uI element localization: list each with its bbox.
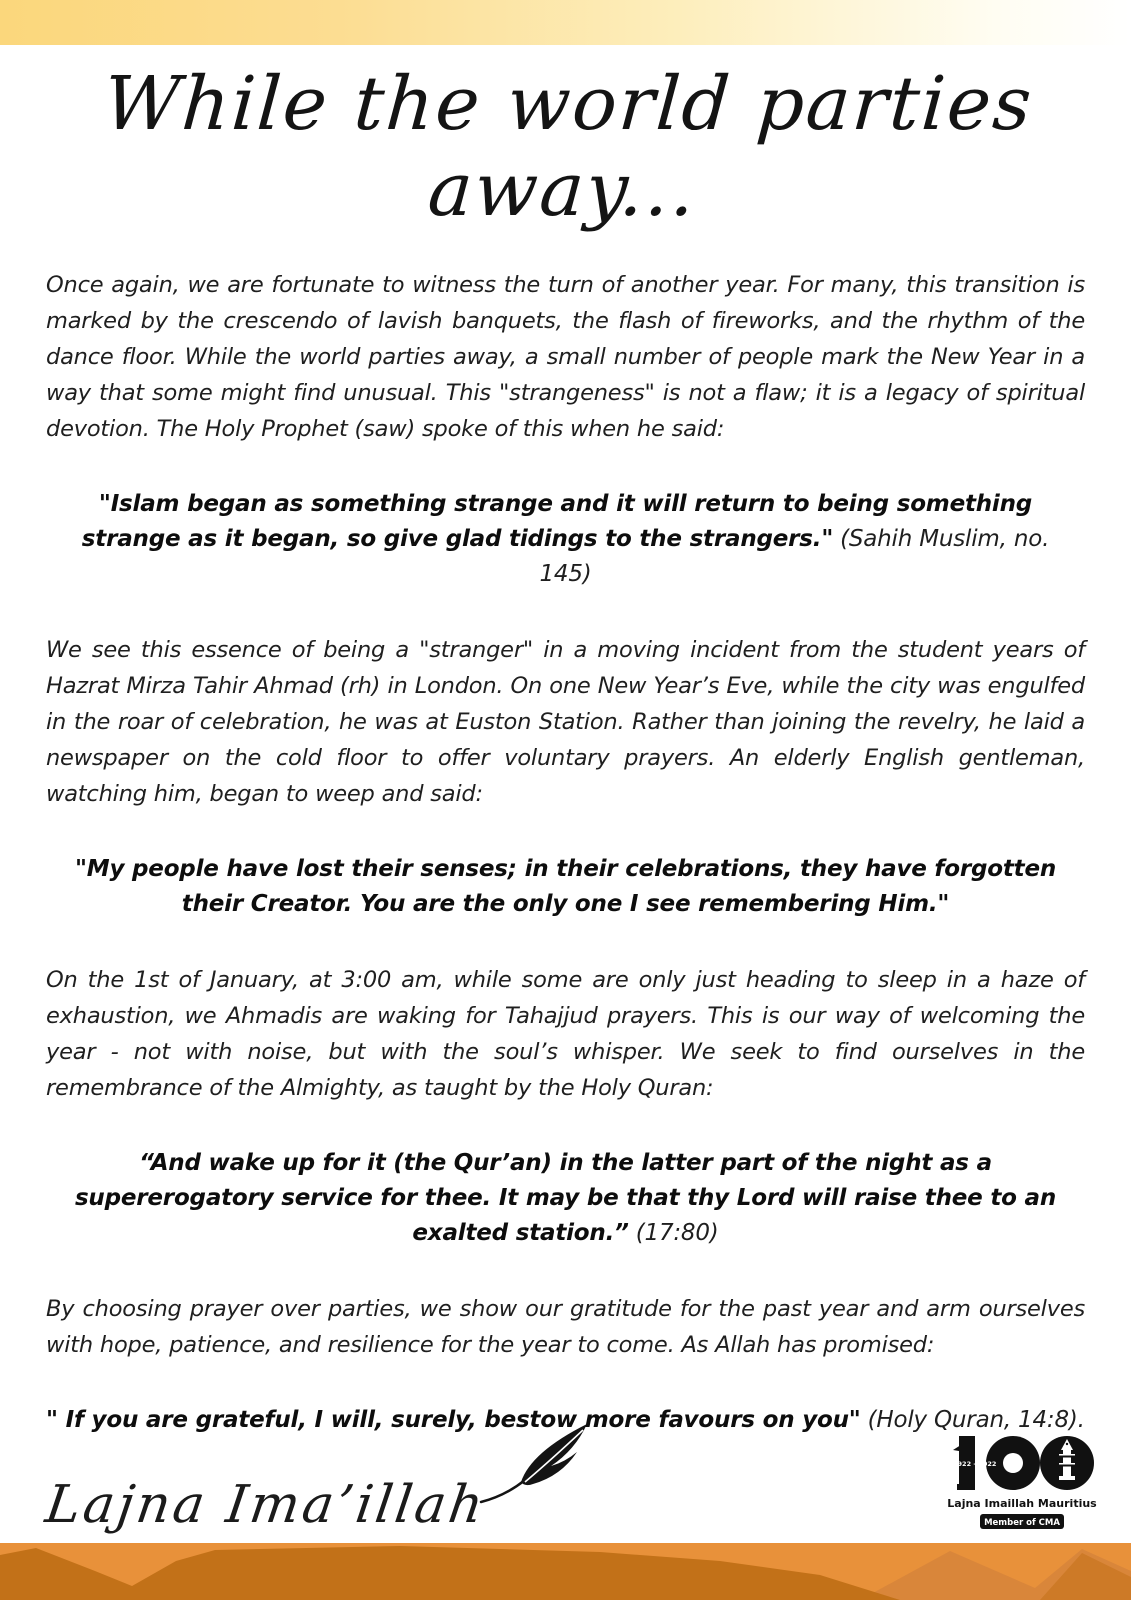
top-gradient-bar <box>0 0 1131 45</box>
quote-hadith-strangers <box>46 487 1085 592</box>
quote-citation: (Sahih Muslim, no. 145) <box>539 526 1050 587</box>
centenary-logo <box>947 1424 1097 1534</box>
paragraph-gratitude: By choosing prayer over parties, we show our gratitude for the past year and arm ourselves with hope, patience, and resilience for the year to come. As Allah has promised: <box>46 1296 1085 1358</box>
quote-citation: (17:80) <box>635 1220 719 1246</box>
signature-block <box>41 1420 589 1535</box>
quote-text: “And wake up for it (the Qur’an) in the latter part of the night as a supererogatory service for thee. It may be that thy Lord will raise thee to an exalted station.” <box>74 1150 1057 1246</box>
page-title: While the world parties away... <box>101 61 1036 233</box>
logo-100-graphic <box>947 1424 1097 1534</box>
paragraph-intro: Once again, we are fortunate to witness the turn of another year. For many, this transition is marked by the crescendo of lavish banquets, the flash of fireworks, and the rhythm of the dance floor. While the world parties away, a small number of people mark the New Year in a way that some might find unusual. This "strangeness" is not a flaw; it is a legacy of spiritual devotion. The Holy Prophet (saw) spoke of this when he said: <box>46 272 1085 442</box>
quote-citation: (Holy Quran, 14:8). <box>867 1407 1085 1433</box>
quote-quran-17-80 <box>46 1146 1085 1251</box>
quote-english-gentleman <box>46 852 1085 922</box>
mountains-graphic <box>0 1543 1131 1600</box>
logo-org-name: Lajna Imaillah Mauritius <box>947 1497 1097 1510</box>
logo-member-badge-text: Member of CMA <box>984 1518 1060 1528</box>
article-body <box>0 267 1131 1438</box>
feather-icon <box>479 1420 589 1508</box>
paragraph-tahajjud: On the 1st of January, at 3:00 am, while some are only just heading to sleep in a haze of exhaustion, we Ahmadis are waking for Tahajjud prayers. This is our way of welcoming the year - not with noise, but with the soul’s whisper. We seek to find ourselves in the remembrance of the Almighty, as taught by the Holy Quran: <box>46 967 1085 1101</box>
footer-row <box>41 1420 1097 1535</box>
quote-text: "My people have lost their senses; in their celebrations, they have forgotten their Creator. You are the only one I see remembering Him." <box>74 856 1057 917</box>
paragraph-euston-incident: We see this essence of being a "stranger" in a moving incident from the student years of Hazrat Mirza Tahir Ahmad (rh) in London. On one New Year’s Eve, while the city was engulfed in the roar of celebration, he was at Euston Station. Rather than joining the revelry, he laid a newspaper on the cold floor to offer voluntary prayers. An elderly English gentleman, watching him, began to weep and said: <box>46 637 1085 807</box>
logo-years: 1922 - 2022 <box>953 1460 997 1468</box>
quote-text: "Islam began as something strange and it will return to being something strange as it began, so give glad tidings to the strangers." <box>81 491 1033 552</box>
quote-text: " If you are grateful, I will, surely, bestow more favours on you" <box>46 1407 861 1433</box>
signature-script: Lajna Ima’illah <box>41 1474 490 1535</box>
